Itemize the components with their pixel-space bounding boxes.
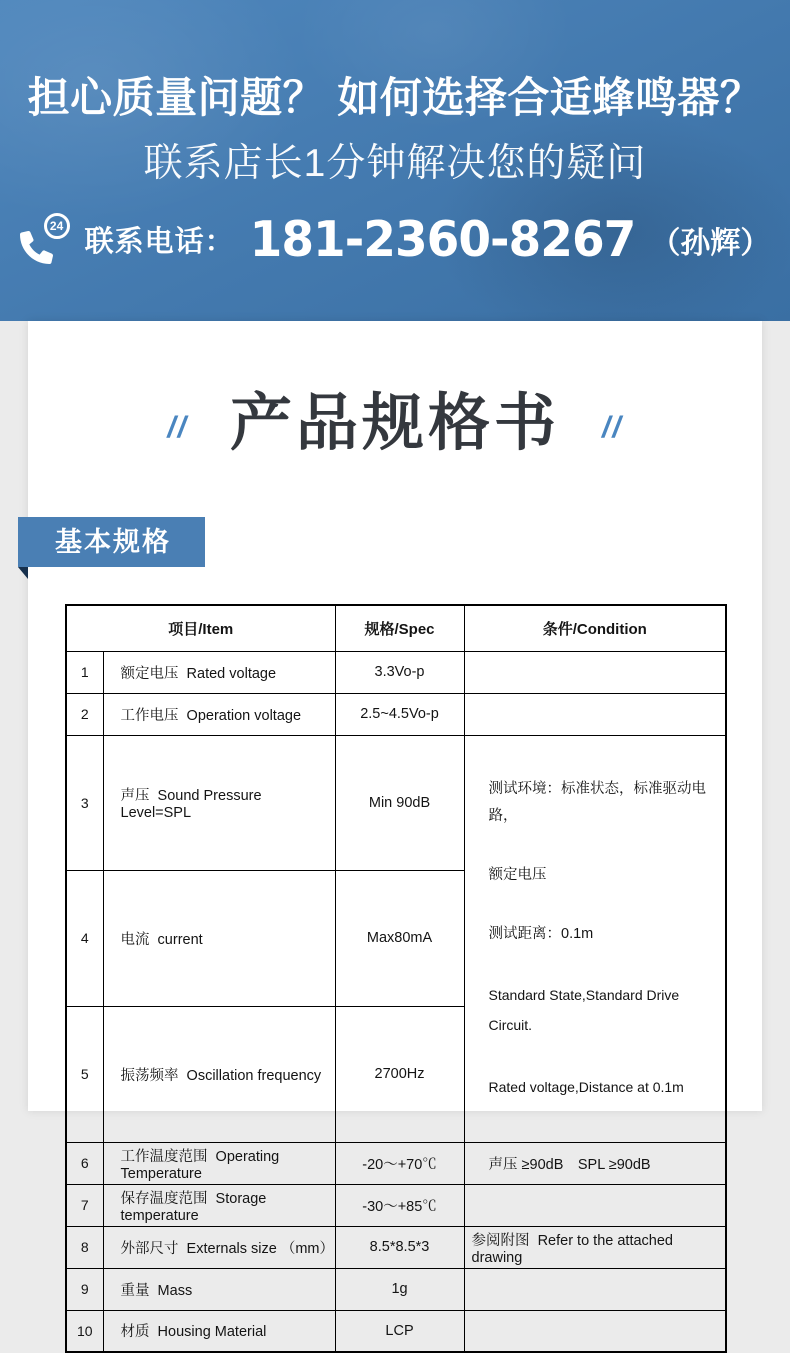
- row-no: 3: [66, 735, 103, 871]
- banner-subheadline: 联系店长1分钟解决您的疑问: [143, 142, 647, 185]
- row-no: 6: [66, 1142, 103, 1184]
- merged-condition-cell: [464, 735, 726, 1142]
- contact-phone-row: [0, 212, 790, 267]
- sheet-title-row: [28, 321, 762, 465]
- row-spec: -30～+85℃: [335, 1184, 464, 1226]
- table-row: [66, 693, 726, 735]
- spec-sheet-panel: [28, 321, 762, 1341]
- condition-line: 额定电压: [488, 866, 547, 883]
- phone-contact-name: （孙辉）: [650, 226, 771, 260]
- row-spec: 8.5*8.5*3: [335, 1226, 464, 1268]
- row-condition: [464, 651, 726, 693]
- table-header-row: [66, 605, 726, 651]
- table-row: [66, 1310, 726, 1352]
- table-row: [66, 1268, 726, 1310]
- phone-badge-24: 24: [44, 213, 70, 239]
- row-condition: 声压 ≥90dB SPL ≥90dB: [464, 1142, 726, 1184]
- promo-banner: [0, 0, 790, 321]
- banner-headline: 担心质量问题？ 如何选择合适蜂鸣器？: [27, 74, 763, 121]
- table-row: [66, 651, 726, 693]
- condition-line: 测试环境：标准状态，标准驱动电路，: [488, 780, 707, 824]
- section-ribbon: [18, 517, 205, 579]
- title-decor-left: //: [167, 411, 188, 444]
- row-condition: [464, 1310, 726, 1352]
- row-item: 电流 current: [103, 871, 335, 1007]
- spec-table: [65, 604, 727, 1353]
- row-item: 额定电压 Rated voltage: [103, 651, 335, 693]
- row-item: 工作电压 Operation voltage: [103, 693, 335, 735]
- row-no: 9: [66, 1268, 103, 1310]
- row-item: 振荡频率 Oscillation frequency: [103, 1006, 335, 1142]
- row-item: 工作温度范围 Operating Temperature: [103, 1142, 335, 1184]
- ribbon-fold-triangle: [18, 567, 28, 579]
- condition-line: Standard State,Standard Drive Circuit.: [488, 986, 684, 1033]
- row-item: 声压 Sound Pressure Level=SPL: [103, 735, 335, 871]
- table-row: [66, 1184, 726, 1226]
- phone-label: 联系电话：: [84, 226, 235, 258]
- row-condition: [464, 693, 726, 735]
- col-header-item: 项目/Item: [66, 605, 335, 651]
- row-condition: [464, 1184, 726, 1226]
- table-row: [66, 1226, 726, 1268]
- table-row: [66, 1142, 726, 1184]
- row-item: 外部尺寸 Externals size （mm）: [103, 1226, 335, 1268]
- row-spec: LCP: [335, 1310, 464, 1352]
- row-no: 5: [66, 1006, 103, 1142]
- row-no: 4: [66, 871, 103, 1007]
- spec-table-container: [65, 604, 727, 1353]
- row-spec: 1g: [335, 1268, 464, 1310]
- row-spec: -20～+70℃: [335, 1142, 464, 1184]
- row-no: 8: [66, 1226, 103, 1268]
- title-decor-right: //: [602, 411, 623, 444]
- row-no: 7: [66, 1184, 103, 1226]
- row-spec: 2700Hz: [335, 1006, 464, 1142]
- table-row: [66, 735, 726, 871]
- row-spec: Min 90dB: [335, 735, 464, 871]
- row-item: 重量 Mass: [103, 1268, 335, 1310]
- page-title: 产品规格书: [229, 389, 560, 458]
- row-no: 10: [66, 1310, 103, 1352]
- condition-line: 测试距离：0.1m: [488, 925, 594, 942]
- col-header-spec: 规格/Spec: [335, 605, 464, 651]
- phone-24-icon: [20, 213, 70, 267]
- row-spec: 2.5~4.5Vo-p: [335, 693, 464, 735]
- row-condition: [464, 1268, 726, 1310]
- row-no: 2: [66, 693, 103, 735]
- row-item: 保存温度范围 Storage temperature: [103, 1184, 335, 1226]
- row-no: 1: [66, 651, 103, 693]
- col-header-condition: 条件/Condition: [464, 605, 726, 651]
- row-condition: 参阅附图 Refer to the attached drawing: [464, 1226, 726, 1268]
- phone-number: 181-2360-8267: [249, 210, 636, 269]
- section-label: 基本规格: [18, 517, 205, 567]
- row-spec: Max80mA: [335, 871, 464, 1007]
- row-spec: 3.3Vo-p: [335, 651, 464, 693]
- condition-line: Rated voltage,Distance at 0.1m: [488, 1078, 684, 1095]
- row-item: 材质 Housing Material: [103, 1310, 335, 1352]
